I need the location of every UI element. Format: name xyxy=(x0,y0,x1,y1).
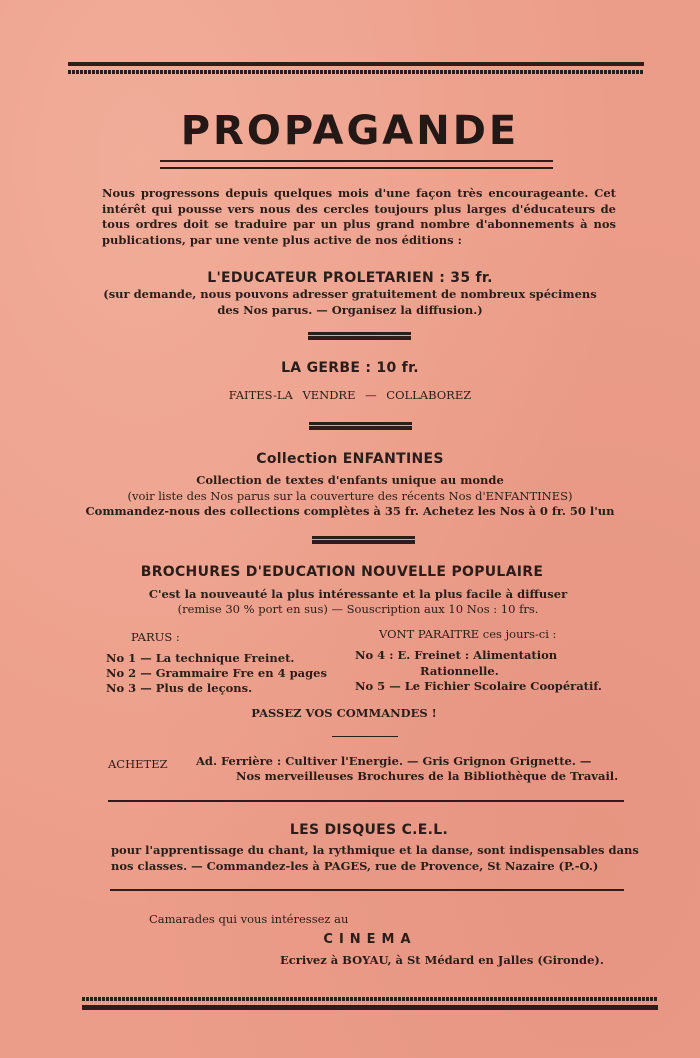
brochures-heading: BROCHURES D'EDUCATION NOUVELLE POPULAIRE xyxy=(140,564,544,580)
intro-paragraph: Nous progressons depuis quelques mois d'une façon très encourageante. Cet intérêt qui pousse vers nous des cercles toujours plus larges d'éducateurs de tous ordres doit se traduire par un plus grand nombre d'abonnements à nos publications, par une vente plus active de nos éditions : xyxy=(102,186,616,247)
separator xyxy=(308,332,411,340)
top-double-rule xyxy=(68,62,644,76)
cinema-heading: CINEMA xyxy=(323,932,417,947)
educateur-line-1: (sur demande, nous pouvons adresser gratuitement de nombreux spécimens xyxy=(103,287,597,301)
paraitre-item: Rationnelle. xyxy=(420,664,499,678)
separator xyxy=(309,422,412,430)
brochures-line-2: (remise 30 % port en sus) — Souscription aux 10 Nos : 10 frs. xyxy=(177,602,539,616)
parus-item: No 2 — Grammaire Fre en 4 pages xyxy=(106,666,327,680)
paraitre-item: No 5 — Le Fichier Scolaire Coopératif. xyxy=(355,679,602,693)
paraitre-label: VONT PARAITRE ces jours-ci : xyxy=(379,627,557,641)
title-underline xyxy=(160,160,553,169)
page-title: PROPAGANDE xyxy=(180,108,520,154)
gerbe-line: FAITES-LA VENDRE — COLLABOREZ xyxy=(228,388,472,402)
brochures-line-1: C'est la nouveauté la plus intéressante et la plus facile à diffuser xyxy=(148,587,568,601)
short-rule xyxy=(332,736,398,737)
commandes-line: PASSEZ VOS COMMANDES ! xyxy=(251,706,437,720)
parus-item: No 3 — Plus de leçons. xyxy=(106,681,253,695)
horizontal-rule xyxy=(108,800,624,802)
paraitre-item: No 4 : E. Freinet : Alimentation xyxy=(355,648,558,662)
enfantines-line-1: Collection de textes d'enfants unique au monde xyxy=(196,473,504,487)
cinema-line-2: Ecrivez à BOYAU, à St Médard en Jalles (Gironde). xyxy=(280,953,604,967)
achetez-line-2: Nos merveilleuses Brochures de la Bibliothèque de Travail. xyxy=(236,769,619,783)
parus-item: No 1 — La technique Freinet. xyxy=(106,651,295,665)
disques-line-2: nos classes. — Commandez-les à PAGES, rue de Provence, St Nazaire (P.-O.) xyxy=(111,859,599,873)
enfantines-heading: Collection ENFANTINES xyxy=(256,451,444,467)
parus-label: PARUS : xyxy=(131,630,180,644)
enfantines-line-3: Commandez-nous des collections complètes à 35 fr. Achetez les Nos à 0 fr. 50 l'un xyxy=(85,504,615,518)
achetez-label: ACHETEZ xyxy=(108,757,168,771)
educateur-heading: L'EDUCATEUR PROLETARIEN : 35 fr. xyxy=(207,270,493,286)
bottom-double-rule xyxy=(82,997,658,1011)
educateur-line-2: des Nos parus. — Organisez la diffusion.) xyxy=(217,303,483,317)
disques-heading: LES DISQUES C.E.L. xyxy=(289,822,449,838)
separator xyxy=(312,536,415,544)
gerbe-heading: LA GERBE : 10 fr. xyxy=(281,360,419,376)
horizontal-rule xyxy=(110,889,624,891)
achetez-line-1: Ad. Ferrière : Cultiver l'Energie. — Gris Grignon Grignette. — xyxy=(196,754,592,768)
enfantines-line-2: (voir liste des Nos parus sur la couverture des récents Nos d'ENFANTINES) xyxy=(127,489,573,503)
disques-line-1: pour l'apprentissage du chant, la rythmique et la danse, sont indispensables dans xyxy=(111,843,639,857)
cinema-intro: Camarades qui vous intéressez au xyxy=(149,912,349,926)
